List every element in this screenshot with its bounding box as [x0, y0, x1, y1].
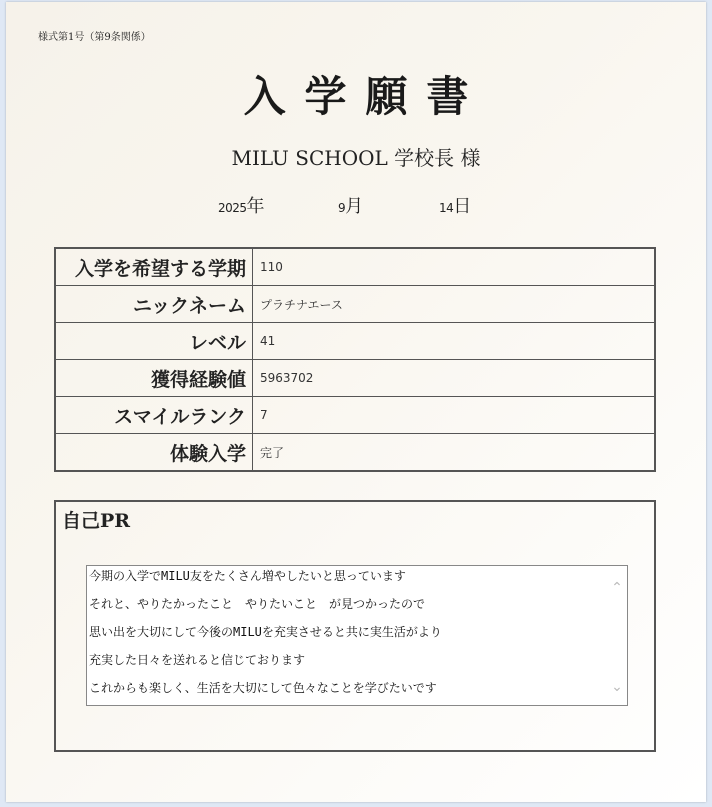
application-sheet — [6, 2, 706, 802]
self-pr-heading: 自己PR — [62, 510, 131, 532]
field-value: プラチナエース — [253, 286, 656, 323]
field-value: 110 — [253, 248, 656, 286]
table-row — [55, 397, 655, 434]
self-pr-text — [89, 566, 604, 706]
table-row — [55, 286, 655, 323]
info-table — [54, 247, 656, 472]
self-pr-section — [54, 500, 656, 752]
table-row — [55, 360, 655, 397]
day-unit: 日 — [453, 196, 472, 217]
self-pr-line: それと、やりたかったこと やりたいこと が見つかったので — [89, 597, 426, 611]
self-pr-line: 充実した日々を送れると信じております — [89, 653, 306, 667]
day-value: 14 — [439, 201, 454, 215]
self-pr-textarea[interactable] — [86, 565, 628, 706]
field-value: 完了 — [253, 434, 656, 472]
field-value: 5963702 — [253, 360, 656, 397]
year-unit: 年 — [246, 196, 265, 217]
date-month — [338, 192, 363, 218]
date-year — [218, 192, 265, 218]
field-label: 入学を希望する学期 — [55, 248, 253, 286]
year-value: 2025 — [218, 201, 247, 215]
field-value: 7 — [253, 397, 656, 434]
document-title: 入学願書 — [243, 72, 488, 121]
date-day — [439, 192, 471, 218]
field-label: レベル — [55, 323, 253, 360]
field-value: 41 — [253, 323, 656, 360]
table-row — [55, 248, 655, 286]
form-number: 様式第1号（第9条関係） — [38, 32, 151, 43]
field-label: 体験入学 — [55, 434, 253, 472]
self-pr-line: これからも楽しく、生活を大切にして色々なことを学びたいです — [89, 681, 437, 695]
self-pr-line: 思い出を大切にして今後のMILUを充実させると共に実生活がより — [89, 625, 442, 639]
chevron-up-icon[interactable]: ⌃ — [611, 580, 623, 596]
addressee: MILU SCHOOL 学校長 様 — [231, 146, 481, 170]
table-row — [55, 323, 655, 360]
field-label: ニックネーム — [55, 286, 253, 323]
table-row — [55, 434, 655, 472]
month-value: 9 — [338, 201, 346, 215]
chevron-down-icon[interactable]: ⌄ — [611, 679, 623, 695]
field-label: 獲得経験値 — [55, 360, 253, 397]
field-label: スマイルランク — [55, 397, 253, 434]
month-unit: 月 — [345, 196, 364, 217]
self-pr-line: 今期の入学でMILU友をたくさん増やしたいと思っています — [89, 569, 406, 583]
